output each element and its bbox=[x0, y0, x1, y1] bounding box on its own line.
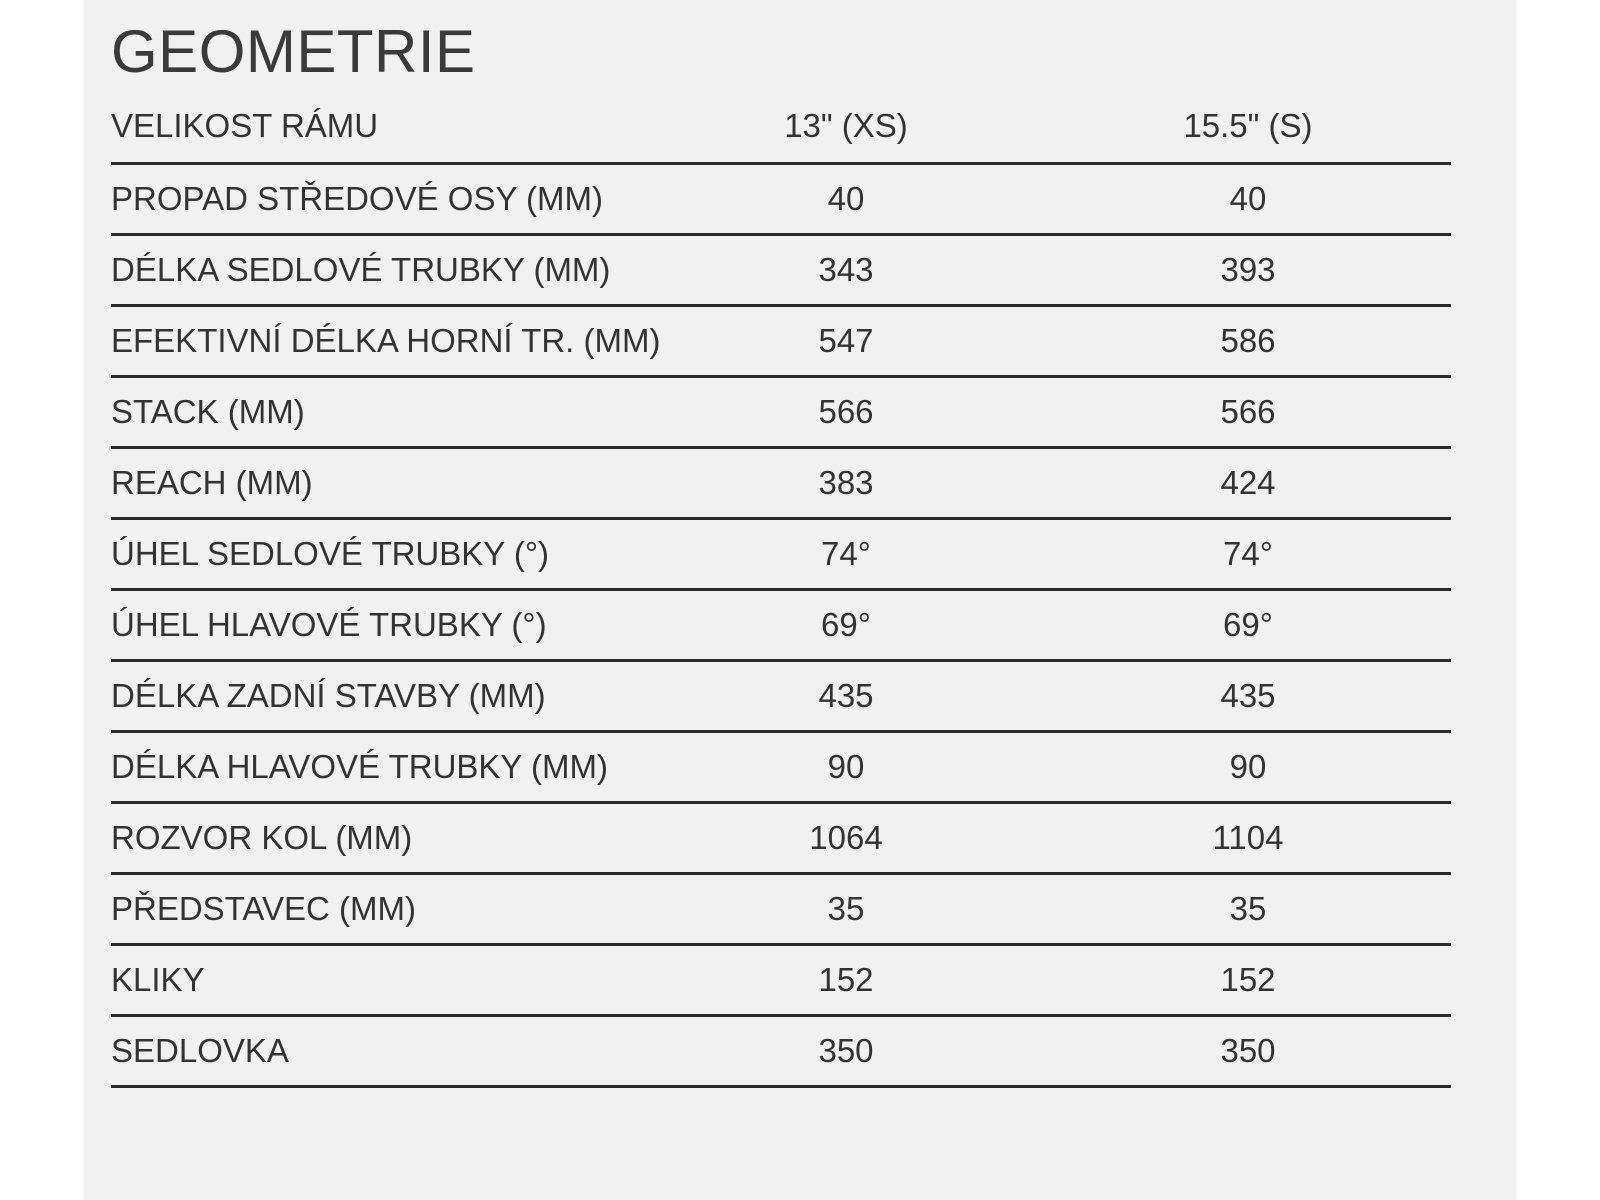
table-row bbox=[111, 378, 1451, 449]
value-xs: 566 bbox=[818, 393, 874, 430]
value-xs: 69° bbox=[821, 606, 871, 643]
value-s: 586 bbox=[1220, 322, 1276, 359]
table-row bbox=[111, 307, 1451, 378]
row-label: STACK (MM) bbox=[111, 393, 305, 430]
table-row bbox=[111, 236, 1451, 307]
value-s: 152 bbox=[1220, 961, 1276, 998]
row-label: EFEKTIVNÍ DÉLKA HORNÍ TR. (MM) bbox=[111, 322, 661, 359]
row-label: ROZVOR KOL (MM) bbox=[111, 819, 413, 856]
table-row bbox=[111, 946, 1451, 1017]
value-xs: 90 bbox=[827, 748, 865, 785]
value-s: 74° bbox=[1223, 535, 1273, 572]
header-size-s: 15.5" (S) bbox=[1183, 107, 1313, 144]
header-label: VELIKOST RÁMU bbox=[111, 107, 379, 144]
value-xs: 343 bbox=[818, 251, 874, 288]
table-row bbox=[111, 165, 1451, 236]
table-row bbox=[111, 733, 1451, 804]
value-s: 393 bbox=[1220, 251, 1276, 288]
value-s: 90 bbox=[1229, 748, 1267, 785]
value-s: 35 bbox=[1229, 890, 1267, 927]
row-label: REACH (MM) bbox=[111, 464, 313, 501]
value-xs: 383 bbox=[818, 464, 874, 501]
page-title: GEOMETRIE bbox=[111, 18, 476, 85]
row-label: DÉLKA HLAVOVÉ TRUBKY (MM) bbox=[111, 748, 608, 785]
geometry-sheet bbox=[84, 0, 1516, 1200]
value-xs: 74° bbox=[821, 535, 871, 572]
value-xs: 1064 bbox=[809, 819, 883, 856]
value-xs: 35 bbox=[827, 890, 865, 927]
value-xs: 152 bbox=[818, 961, 874, 998]
value-xs: 435 bbox=[818, 677, 874, 714]
row-label: KLIKY bbox=[111, 961, 205, 998]
table-row bbox=[111, 1017, 1451, 1088]
header-size-xs: 13" (XS) bbox=[784, 107, 908, 144]
value-s: 350 bbox=[1220, 1032, 1276, 1069]
row-label: ÚHEL HLAVOVÉ TRUBKY (°) bbox=[111, 606, 547, 643]
table-row bbox=[111, 520, 1451, 591]
table-row bbox=[111, 875, 1451, 946]
row-label: PŘEDSTAVEC (MM) bbox=[111, 890, 416, 927]
row-label: PROPAD STŘEDOVÉ OSY (MM) bbox=[111, 180, 604, 217]
value-s: 69° bbox=[1223, 606, 1273, 643]
value-s: 424 bbox=[1220, 464, 1276, 501]
table-header-row bbox=[111, 90, 1451, 165]
table-row bbox=[111, 804, 1451, 875]
row-label: DÉLKA SEDLOVÉ TRUBKY (MM) bbox=[111, 251, 611, 288]
value-xs: 547 bbox=[818, 322, 874, 359]
value-s: 566 bbox=[1220, 393, 1276, 430]
value-s: 435 bbox=[1220, 677, 1276, 714]
table-row bbox=[111, 662, 1451, 733]
row-label: SEDLOVKA bbox=[111, 1032, 289, 1069]
table-row bbox=[111, 449, 1451, 520]
value-xs: 40 bbox=[827, 180, 865, 217]
row-label: DÉLKA ZADNÍ STAVBY (MM) bbox=[111, 677, 546, 714]
value-s: 1104 bbox=[1212, 819, 1284, 856]
table-row bbox=[111, 591, 1451, 662]
row-label: ÚHEL SEDLOVÉ TRUBKY (°) bbox=[111, 535, 550, 572]
value-xs: 350 bbox=[818, 1032, 874, 1069]
geometry-table bbox=[111, 90, 1451, 1088]
value-s: 40 bbox=[1229, 180, 1267, 217]
